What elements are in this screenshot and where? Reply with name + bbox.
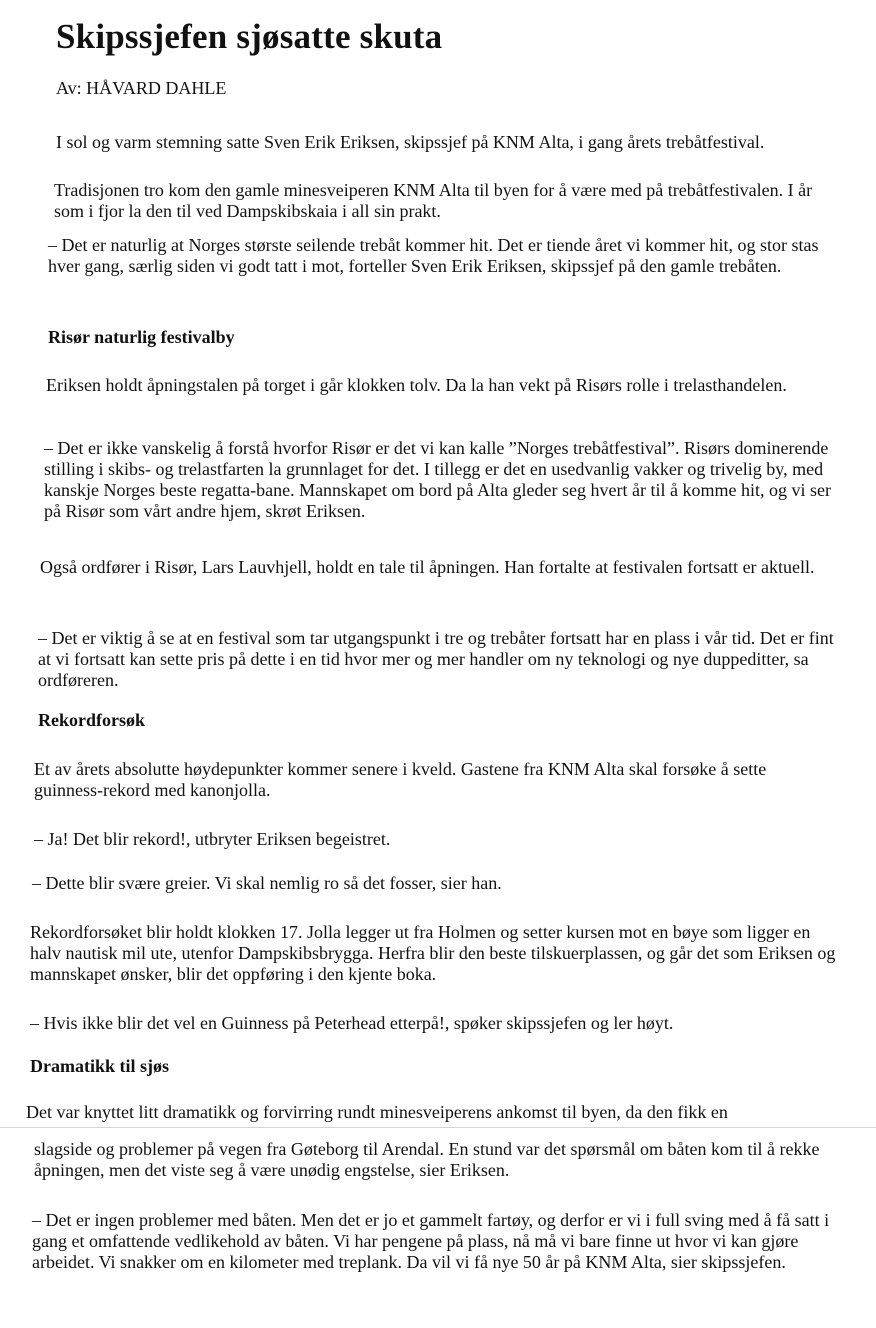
paragraph-opening-speech: Eriksen holdt åpningstalen på torget i går klokken tolv. Da la han vekt på Risørs rolle i trelasthandelen. <box>46 375 787 395</box>
page-crease-line <box>0 1127 876 1128</box>
paragraph-quote-natural: – Det er naturlig at Norges største seilende trebåt kommer hit. Det er tiende året vi kommer hit, og stor stas hver gang, særlig siden vi godt tatt i mot, forteller Sven Erik Eriksen, skipssjef på den gamle trebåten. <box>48 235 819 276</box>
article-title: Skipssjefen sjøsatte skuta <box>56 17 443 56</box>
paragraph-quote-yes: – Ja! Det blir rekord!, utbryter Eriksen begeistret. <box>34 829 391 849</box>
subheading-record: Rekordforsøk <box>38 710 145 730</box>
paragraph-quote-mayor: – Det er viktig å se at en festival som tar utgangspunkt i tre og trebåter fortsatt har en plass i vår tid. Det er fint at vi fortsatt kan sette pris på dette i en tid hvor mer og mer handler om ny teknologi og nye duppeditter, sa ordføreren. <box>38 628 834 690</box>
paragraph-quote-maintenance: – Det er ingen problemer med båten. Men det er jo et gammelt fartøy, og derfor er vi i full sving med å få satt i gang et omfattende vedlikehold av båten. Vi har pengene på plass, nå må vi bare finne ut hvor vi kan gjøre arbeidet. Vi snakker om en kilometer med treplank. Da vil vi få nye 50 år på KNM Alta, sier skipssjefen. <box>32 1210 830 1272</box>
paragraph-record-details: Rekordforsøket blir holdt klokken 17. Jolla legger ut fra Holmen og setter kursen mot en bøye som ligger en halv nautisk mil ute, utenfor Dampskibsbrygga. Herfra blir den beste tilskuerplassen, og går det som Eriksen og mannskapet ønsker, blir det oppføring i den kjente boka. <box>30 922 836 984</box>
subheading-risor: Risør naturlig festivalby <box>48 327 235 347</box>
paragraph-drama-start: Det var knyttet litt dramatikk og forvirring rundt minesveiperens ankomst til byen, da den fikk en <box>26 1102 728 1122</box>
paragraph-quote-row: – Dette blir svære greier. Vi skal nemlig ro så det fosser, sier han. <box>32 873 502 893</box>
paragraph-mayor: Også ordfører i Risør, Lars Lauvhjell, holdt en tale til åpningen. Han fortalte at festivalen fortsatt er aktuell. <box>40 557 815 577</box>
paragraph-record-attempt: Et av årets absolutte høydepunkter kommer senere i kveld. Gastene fra KNM Alta skal forsøke å sette guinness-rekord med kanonjolla. <box>34 759 767 800</box>
paragraph-intro: I sol og varm stemning satte Sven Erik Eriksen, skipssjef på KNM Alta, i gang årets trebåtfestival. <box>56 132 765 152</box>
paragraph-quote-risor: – Det er ikke vanskelig å forstå hvorfor Risør er det vi kan kalle ”Norges trebåtfestival”. Risørs dominerende stilling i skibs- og trelastfarten la grunnlaget for det. I tillegg er det en usedvanlig vakker og trivelig by, med kanskje Norges beste regatta-bane. Mannskapet om bord på Alta gleder seg hvert år til å komme hit, og vi ser på Risør som vårt andre hjem, skrøt Eriksen. <box>44 438 831 521</box>
article-byline: Av: HÅVARD DAHLE <box>56 78 227 98</box>
paragraph-drama-cont: slagside og problemer på vegen fra Gøteborg til Arendal. En stund var det spørsmål om båten kom til å rekke åpningen, men det viste seg å være unødig engstelse, sier Eriksen. <box>34 1139 820 1180</box>
paragraph-quote-guinness: – Hvis ikke blir det vel en Guinness på Peterhead etterpå!, spøker skipssjefen og ler høyt. <box>30 1013 674 1033</box>
subheading-drama: Dramatikk til sjøs <box>30 1056 169 1076</box>
paragraph-tradition: Tradisjonen tro kom den gamle minesveiperen KNM Alta til byen for å være med på trebåtfestivalen. I år som i fjor la den til ved Dampskibskaia i all sin prakt. <box>54 180 813 221</box>
